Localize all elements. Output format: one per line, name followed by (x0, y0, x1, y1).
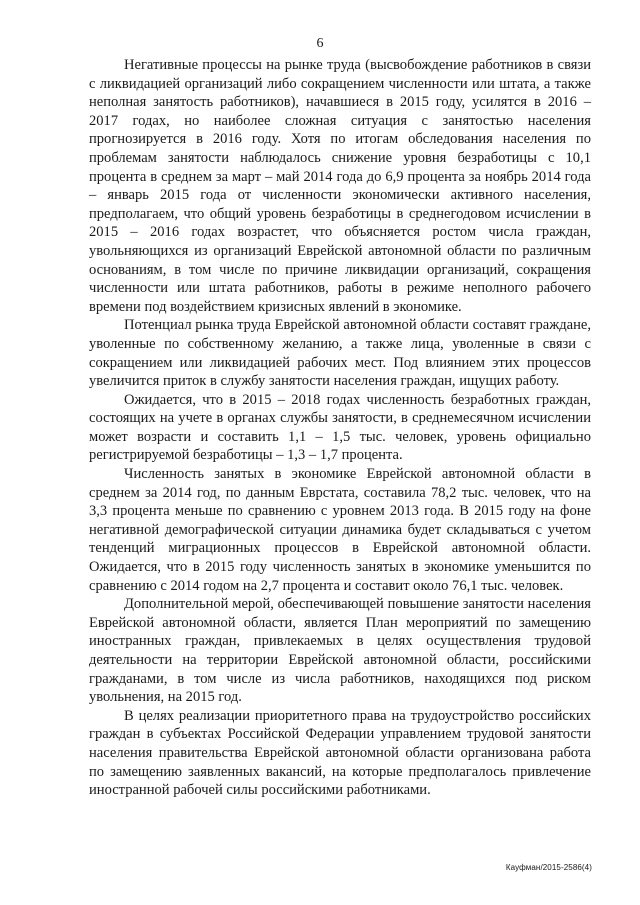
paragraph-employment-numbers: Численность занятых в экономике Еврейской автономной области в среднем за 2014 год, по данным Еврстата, составила 78,2 тыс. человек, что на 3,3 процента меньше по сравнению с уровнем 2013 года. В 2015 году на фоне негативной демографической ситуации динамика будет складываться с учетом тенденций миграционных процессов в Еврейской автономной области. Ожидается, что в 2015 году численность занятых в экономике уменьшится по сравнению с 2014 годом на 2,7 процента и составит около 76,1 тыс. человек. (89, 466, 591, 594)
paragraph-priority-right-employment: В целях реализации приоритетного права на трудоустройство российских граждан в субъектах Российской Федерации управлением трудовой занятости населения правительства Еврейской автономной области организована работа по замещению заявленных вакансий, на которые предполагалось привлечение иностранной рабочей силы российскими работниками. (89, 707, 591, 799)
document-body (89, 56, 591, 800)
paragraph-labor-market-negative-processes: Негативные процессы на рынке труда (высвобождение работников в связи с ликвидацией организаций либо сокращением численности или штата, а также неполная занятость работников), начавшиеся в 2015 году, усилятся в 2016 – 2017 годах, но наиболее сложная ситуация с занятостью населения прогнозируется в 2016 году. Хотя по итогам обследования населения по проблемам занятости наблюдалось снижение уровня безработицы с 10,1 процента в среднем за март – май 2014 года до 6,9 процента за ноябрь 2014 года – январь 2015 года от численности экономически активного населения, предполагаем, что общий уровень безработицы в среднегодовом исчислении в 2015 – 2016 годах возрастет, что объясняется ростом числа граждан, увольняющихся из организаций Еврейской автономной области по различным основаниям, в том числе по причине ликвидации организаций, сокращения численности или штата работников, работы в режиме неполного рабочего времени под воздействием кризисных явлений в экономике. (89, 57, 591, 315)
document-reference-code: Кауфман/2015-2586(4) (505, 863, 592, 872)
paragraph-unemployment-forecast: Ожидается, что в 2015 – 2018 годах численность безработных граждан, состоящих на учете в органах службы занятости, в среднемесячном исчислении может возрасти и составить 1,1 – 1,5 тыс. человек, уровень официально регистрируемой безработицы – 1,3 – 1,7 процента. (89, 391, 591, 464)
page-number: 6 (316, 36, 324, 51)
paragraph-additional-measure: Дополнительной мерой, обеспечивающей повышение занятости населения Еврейской автономной области, является План мероприятий по замещению иностранных граждан, привлекаемых в целях осуществления трудовой деятельности на территории Еврейской автономной области, российскими гражданами, в том числе из числа работников, находящихся под риском увольнения, на 2015 год. (89, 596, 591, 706)
paragraph-labor-market-potential: Потенциал рынка труда Еврейской автономной области составят граждане, уволенные по собственному желанию, а также лица, уволенные в связи с сокращением или ликвидацией рабочих мест. Под влиянием этих процессов увеличится приток в службу занятости населения граждан, ищущих работу. (89, 317, 591, 390)
